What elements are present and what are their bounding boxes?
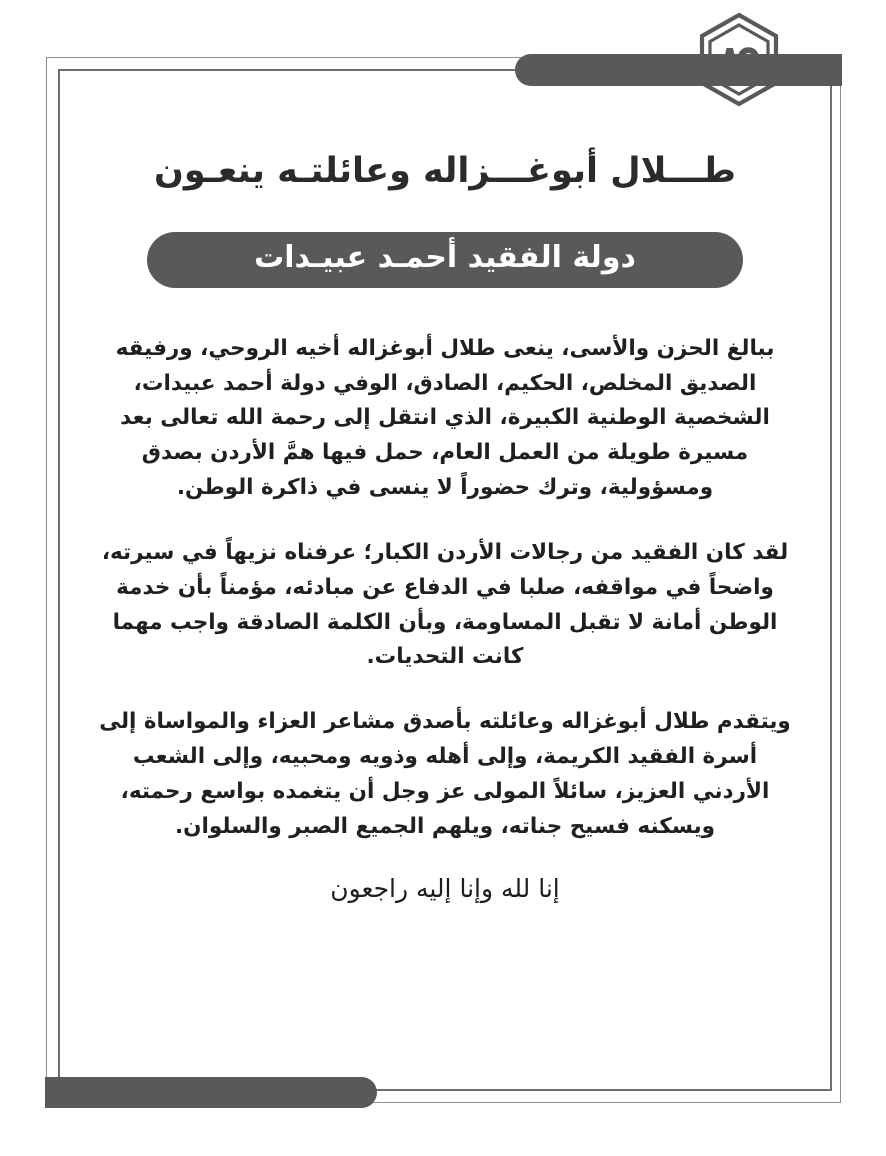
poster-content <box>78 110 812 905</box>
bottom-accent-bar <box>45 1077 377 1108</box>
closing-verse: إنا لله وإنا إليه راجعون <box>330 873 560 903</box>
obituary-paragraph: ويتقدم طلال أبوغزاله وعائلته بأصدق مشاعر العزاء والمواساة إلى أسرة الفقيد الكريمة، وإلى أهله وذويه ومحبيه، وإلى الشعب الأردني العزيز، سائلاً المولى عز وجل أن يتغمده بواسع رحمته، ويسكنه فسيح جناته، ويلهم الجميع الصبر والسلوان. <box>99 709 791 839</box>
obituary-paragraph: ببالغ الحزن والأسى، ينعى طلال أبوغزاله أخيه الروحي، ورفيقه الصديق المخلص، الحكيم، الصادق، الوفي دولة أحمد عبيدات، الشخصية الوطنية الكبيرة، الذي انتقل إلى رحمة الله تعالى بعد مسيرة طويلة من العمل العام، حمل فيها همَّ الأردن بصدق ومسؤولية، وترك حضوراً لا ينسى في ذاكرة الوطن. <box>115 335 775 501</box>
page-title: طـــلال أبوغـــزاله وعائلتـه ينعـون <box>153 151 737 191</box>
top-accent-bar <box>515 54 842 86</box>
deceased-name-banner <box>147 232 743 288</box>
ag-hexagon-logo-icon <box>697 12 781 107</box>
obituary-body <box>78 332 812 845</box>
obituary-paragraph: لقد كان الفقيد من رجالات الأردن الكبار؛ عرفناه نزيهاً في سيرته، واضحاً في مواقفه، صلبا في الدفاع عن مبادئه، مؤمناً بأن خدمة الوطن أمانة لا تقبل المساومة، وبأن الكلمة الصادقة واجب مهما كانت التحديات. <box>101 539 789 670</box>
deceased-name-text: دولة الفقيد أحمـد عبيـدات <box>254 239 636 275</box>
